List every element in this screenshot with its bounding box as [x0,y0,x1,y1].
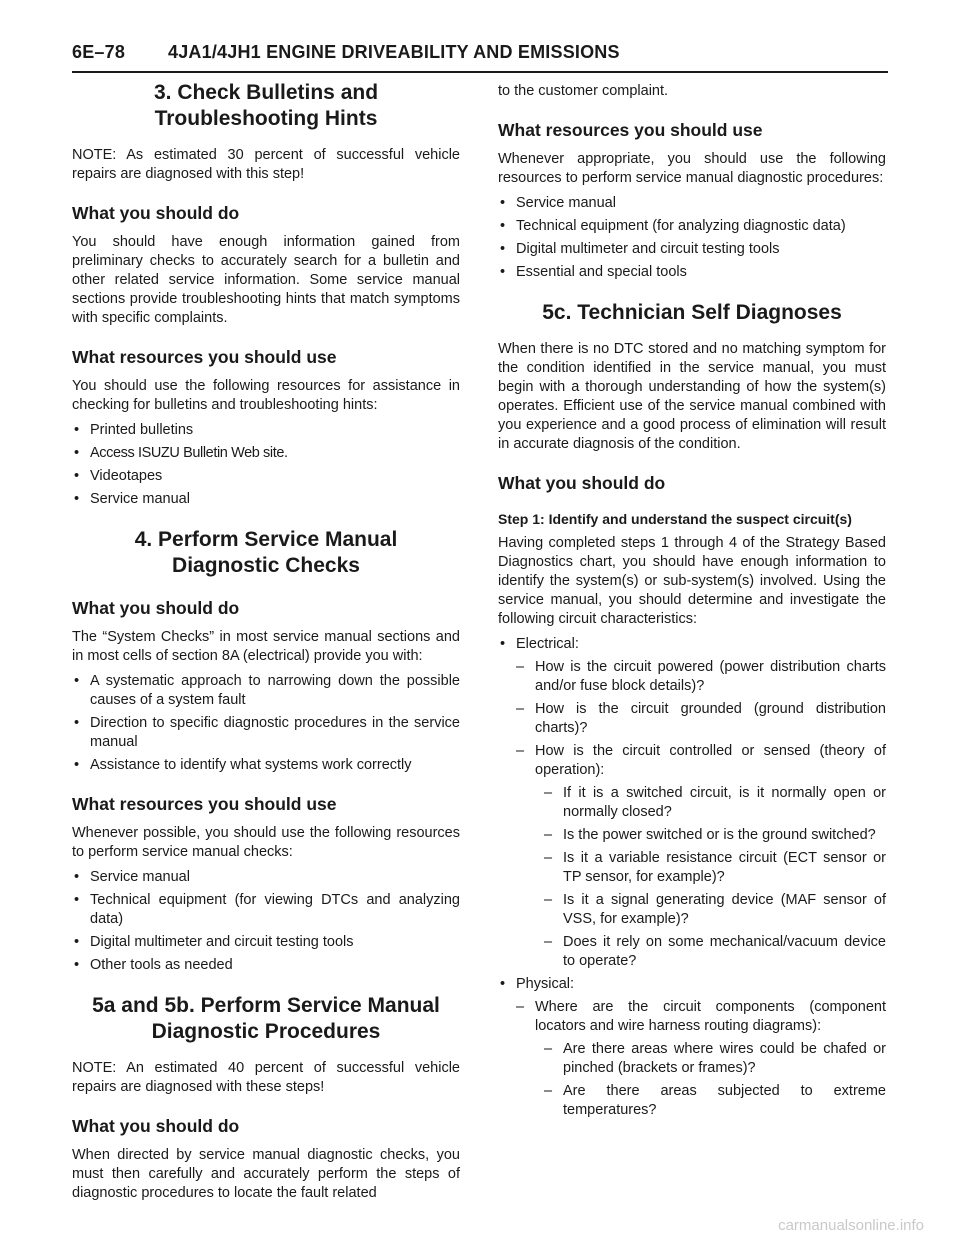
list-item: • A systematic approach to narrowing down the possible causes of a system fault [72,672,460,710]
list-item: – How is the circuit grounded (ground distribution charts)? [498,700,886,738]
left-column [72,80,460,1209]
list-item: – If it is a switched circuit, is it normally open or normally closed? [498,784,886,822]
list-item: – Is it a variable resistance circuit (ECT sensor or TP sensor, for example)? [498,849,886,887]
section-4-heading-resources: What resources you should use [72,794,337,814]
list-item: – Is it a signal generating device (MAF sensor of VSS, for example)? [498,891,886,929]
section-5ab-note: NOTE: An estimated 40 percent of successful vehicle repairs are diagnosed with these steps! [72,1060,460,1095]
section-5ab-heading-do: What you should do [72,1116,240,1136]
section-3-heading-do: What you should do [72,203,240,223]
section-4-para-do: The “System Checks” in most service manual sections and in most cells of section 8A (electrical) provide you with: [72,629,460,664]
list-item: • Access ISUZU Bulletin Web site. [72,444,460,463]
header-rule [72,71,888,73]
list-item: – Is the power switched or is the ground switched? [498,826,886,845]
list-item: • Digital multimeter and circuit testing tools [498,240,886,259]
section-5ab-resource-list [498,194,886,282]
continued-text: to the customer complaint. [498,83,669,99]
section-5ab-title: 5a and 5b. Perform Service Manual Diagnostic Procedures [92,994,440,1043]
step-1-heading: Step 1: Identify and understand the suspect circuit(s) [498,511,852,527]
section-4-title: 4. Perform Service Manual Diagnostic Checks [134,528,398,577]
list-item-electrical: • Electrical: [498,635,886,654]
list-item: • Digital multimeter and circuit testing tools [72,933,460,952]
list-item: – How is the circuit powered (power distribution charts and/or fuse block details)? [498,658,886,696]
page-header [72,42,888,63]
list-item: – Are there areas subjected to extreme temperatures? [498,1082,886,1120]
list-item: • Other tools as needed [72,956,460,975]
section-4-heading-do: What you should do [72,598,240,618]
page-header-title: 4JA1/4JH1 ENGINE DRIVEABILITY AND EMISSIONS [168,42,620,62]
section-4-resource-list [72,868,460,975]
list-item: • Printed bulletins [72,421,460,440]
section-4-list [72,672,460,775]
section-3-para-do: You should have enough information gained from preliminary checks to accurately search for a bulletin and other related service information. Some service manual sections provide troubleshooting hints that match symptoms with specific complaints. [72,234,460,326]
section-3-note: NOTE: As estimated 30 percent of successful vehicle repairs are diagnosed with this step! [72,147,460,182]
section-5c-para: When there is no DTC stored and no matching symptom for the condition identified in the service manual, you must begin with a thorough understanding of how the system(s) operates. Efficient use of the service manual combined with you experience and a good process of elimination will result in accurate diagnosis of the condition. [498,341,886,452]
section-5c-heading-do: What you should do [498,473,666,493]
list-item: • Assistance to identify what systems work correctly [72,756,460,775]
section-3-title: 3. Check Bulletins and Troubleshooting Hints [153,81,379,130]
list-item: – Does it rely on some mechanical/vacuum device to operate? [498,933,886,971]
circuit-characteristics-list [498,635,886,1120]
watermark-text: carmanualsonline.info [778,1217,924,1234]
section-5ab-heading-resources: What resources you should use [498,120,763,140]
step-1-para: Having completed steps 1 through 4 of the Strategy Based Diagnostics chart, you should have enough information to identify the system(s) or sub-system(s) involved. Using the service manual, you should determine and investigate the following circuit characteristics: [498,535,886,627]
list-item: • Videotapes [72,467,460,486]
list-item: • Service manual [72,490,460,509]
list-item: – Where are the circuit components (component locators and wire harness routing diagrams): [498,998,886,1036]
list-item: • Service manual [498,194,886,213]
list-item: • Essential and special tools [498,263,886,282]
list-item: • Technical equipment (for analyzing diagnostic data) [498,217,886,236]
section-5ab-para-resources: Whenever appropriate, you should use the following resources to perform service manual diagnostic procedures: [498,151,886,186]
section-3-heading-resources: What resources you should use [72,347,337,367]
section-3-resource-list [72,421,460,509]
right-column [498,80,886,1124]
section-3-para-resources: You should use the following resources for assistance in checking for bulletins and troubleshooting hints: [72,378,460,413]
list-item: – Are there areas where wires could be chafed or pinched (brackets or frames)? [498,1040,886,1078]
page-number: 6E–78 [72,42,126,62]
list-item: • Technical equipment (for viewing DTCs and analyzing data) [72,891,460,929]
section-4-para-resources: Whenever possible, you should use the following resources to perform service manual checks: [72,825,460,860]
list-item: • Direction to specific diagnostic procedures in the service manual [72,714,460,752]
list-item: – How is the circuit controlled or sensed (theory of operation): [498,742,886,780]
list-item: • Service manual [72,868,460,887]
list-item-physical: • Physical: [498,975,886,994]
section-5ab-para-do: When directed by service manual diagnostic checks, you must then carefully and accurately perform the steps of diagnostic procedures to locate the fault related [72,1147,460,1201]
section-5c-title: 5c. Technician Self Diagnoses [542,301,842,324]
